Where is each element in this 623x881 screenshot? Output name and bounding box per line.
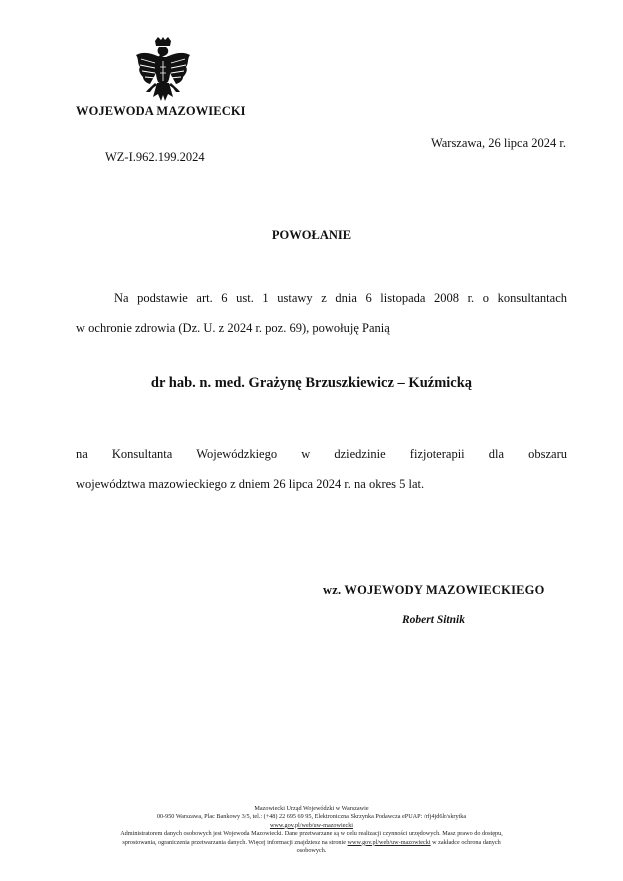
footer-office: Mazowiecki Urząd Wojewódzki w Warszawie: [254, 805, 369, 812]
appointee-name: dr hab. n. med. Grażynę Brzuszkiewicz – Kuźmicką: [150, 375, 473, 391]
white-eagle-emblem-icon: [133, 37, 193, 105]
place-and-date: Warszawa, 26 lipca 2024 r.: [430, 136, 566, 150]
privacy-website-link[interactable]: www.gov.pl/web/uw-mazowiecki: [347, 838, 431, 846]
reference-number: WZ-I.962.199.2024: [105, 150, 205, 164]
paragraph-line: na Konsultanta Wojewódzkiego w dziedzinie fizjoterapii dla obszaru: [76, 447, 567, 461]
paragraph-line: Na podstawie art. 6 ust. 1 ustawy z dnia 6 listopada 2008 r. o konsultantach: [114, 291, 567, 305]
footer-address: 00-950 Warszawa, Plac Bankowy 3/5, tel.: (+48) 22 695 69 95, Elektroniczna Skrzynka Podawcza ePUAP: /rfj4jd6lr/skrytka: [156, 813, 467, 821]
privacy-text: w zakładce ochrona danych: [432, 838, 501, 846]
privacy-text: Administratorem danych osobowych jest Wojewoda Mazowiecki. Dane przetwarzane są w celu realizacji czynności urzędowych. Masz prawo do dostępu,: [120, 830, 503, 838]
issuer-heading: WOJEWODA MAZOWIECKI: [76, 104, 246, 118]
footer: [60, 805, 563, 855]
footer-privacy-notice: [60, 830, 563, 855]
footer-website-link[interactable]: www.gov.pl/web/uw-mazowiecki: [269, 821, 354, 829]
signatory-name: Robert Sitnik: [402, 614, 465, 626]
signatory-role: wz. WOJEWODY MAZOWIECKIEGO: [323, 583, 545, 597]
paragraph-line: województwa mazowieckiego z dniem 26 lipca 2024 r. na okres 5 lat.: [76, 477, 425, 491]
privacy-text: osobowych.: [296, 847, 327, 855]
paragraph-line: w ochronie zdrowia (Dz. U. z 2024 r. poz. 69), powołuję Panią: [76, 321, 390, 335]
appointment-paragraph: [76, 439, 567, 499]
legal-basis-paragraph: [76, 283, 567, 343]
document-title: POWOŁANIE: [271, 228, 352, 242]
privacy-text: sprostowania, ograniczenia przetwarzania danych. Więcej informacji znajdziesz na stronie: [122, 838, 346, 846]
